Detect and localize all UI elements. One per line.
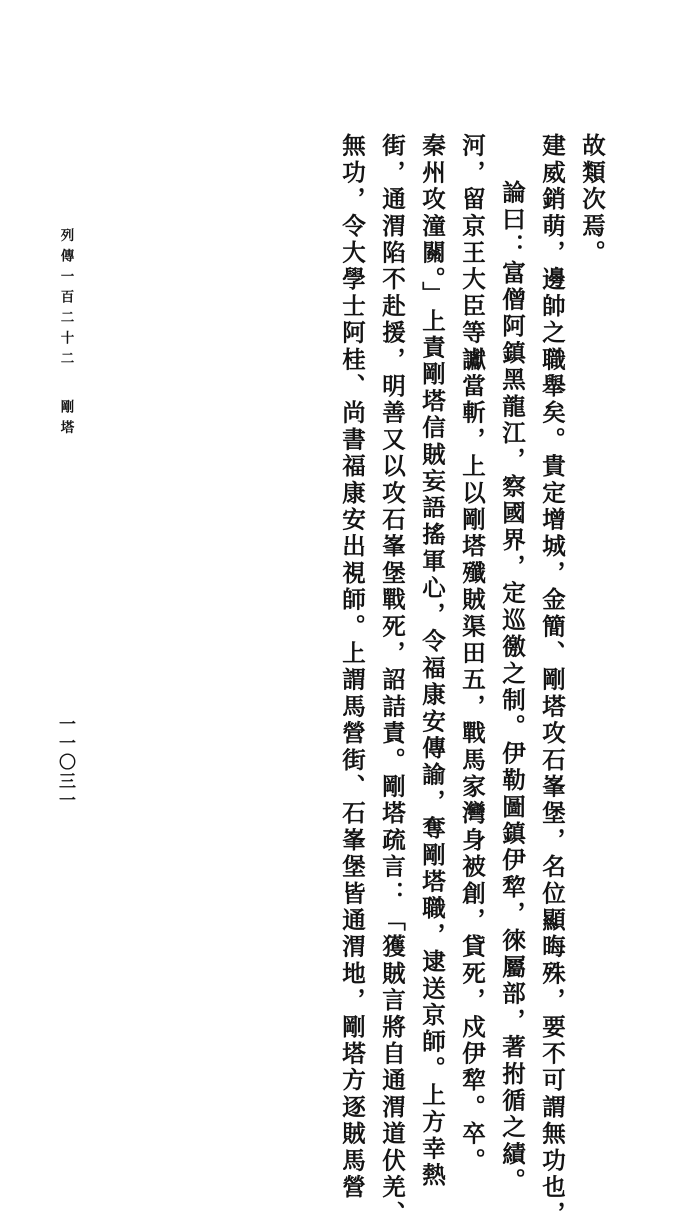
text-column-7-head: 故類次焉。 [578,133,606,267]
text-column-2-head: 街，通渭陷不赴援，明善又以攻石峯堡戰死，詔詰責。剛 [378,133,406,801]
biography-name: 剛塔 [57,399,74,441]
text-column-4-tail: 灣身被創，貸死，戍伊犂。卒。 [458,800,486,1175]
running-header [58,228,72,441]
text-column-5-tail: 伊犂，徠屬部，著拊循之績。 [498,847,526,1195]
text-column-3 [420,133,444,1189]
text-column-6-head: 建威銷萌，邊帥之職舉矣。貴定增城，金簡、剛塔攻石峯堡， [538,133,566,854]
text-column-4-head: 河，留京王大臣等讞當斬，上以剛塔殲賊渠田五，戰馬家 [458,133,486,801]
text-column-7 [580,133,604,267]
text-column-6-tail: 名位顯晦殊，要不可謂無功也， [538,853,566,1228]
text-column-5 [500,180,524,1195]
text-column-3-tail: 奪剛塔職，逮送京師。上方幸熱 [418,815,446,1190]
text-column-2-tail: 塔疏言：「獲賊言將自通渭道伏羌、 [378,800,406,1228]
text-column-2 [380,133,404,1228]
text-column-1-head: 無功，令大學士阿桂、尚書福康安出視師。上謂馬營 [338,133,366,748]
page-number: 一一〇三一 [55,715,75,810]
text-column-5-head: 論曰：富僧阿鎮黑龍江，察國界，定巡徼之制。伊勒圖鎮 [498,180,526,848]
text-column-4 [460,133,484,1174]
text-column-6 [540,133,564,1228]
text-column-1-tail: 街、石峯堡皆通渭地，剛塔方逐賊馬營 [338,747,366,1202]
chapter-title: 列傳一百二十二 [57,228,74,372]
text-column-3-head: 秦州攻潼關。」上責剛塔信賊妄語搖軍心，令福康安傳諭， [418,133,446,816]
text-column-1 [340,133,364,1201]
